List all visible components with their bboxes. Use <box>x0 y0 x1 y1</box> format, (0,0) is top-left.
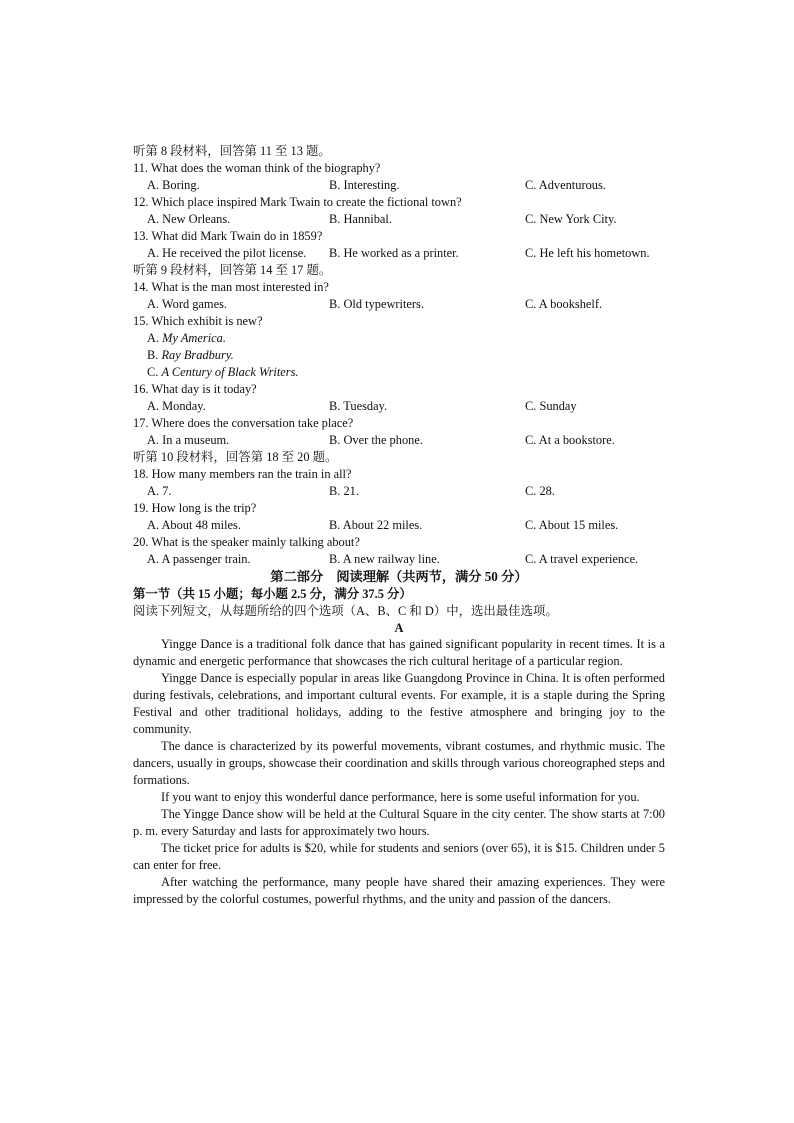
question-stem: 20. What is the speaker mainly talking about? <box>133 535 360 549</box>
option-title: My America. <box>162 331 226 345</box>
option: C. A travel experience. <box>525 552 639 566</box>
question-stem: 11. What does the woman think of the biography? <box>133 161 381 175</box>
passage-paragraph: After watching the performance, many people have shared their amazing experiences. They were impressed by the colorful costumes, powerful rhythms, and the unity and passion of the dancers. <box>133 875 665 906</box>
option: A. 7. <box>147 484 172 498</box>
option: C. About 15 miles. <box>525 518 619 532</box>
option: A. Word games. <box>147 297 227 311</box>
option <box>133 347 665 364</box>
listening-heading: 听第 8 段材料，回答第 11 至 13 题。 <box>133 144 331 158</box>
option: A. Monday. <box>147 399 206 413</box>
passage <box>133 636 665 908</box>
question-stem: 14. What is the man most interested in? <box>133 280 329 294</box>
exam-page <box>133 143 665 908</box>
option <box>133 364 665 381</box>
listening-section <box>133 143 665 568</box>
option: B. Tuesday. <box>329 399 388 413</box>
question-stem: 12. Which place inspired Mark Twain to create the fictional town? <box>133 195 462 209</box>
option: B. Old typewriters. <box>329 297 424 311</box>
option-label: A. <box>147 331 163 345</box>
option: C. A bookshelf. <box>525 297 603 311</box>
option: C. He left his hometown. <box>525 246 650 260</box>
option: B. A new railway line. <box>329 552 440 566</box>
option: B. 21. <box>329 484 359 498</box>
option: A. In a museum. <box>147 433 230 447</box>
option: A. About 48 miles. <box>147 518 241 532</box>
option: A. A passenger train. <box>147 552 251 566</box>
passage-paragraph: The dance is characterized by its powerful movements, vibrant costumes, and rhythmic music. The dancers, usually in groups, showcase their coordination and skills through various choreographed steps and formations. <box>133 739 665 787</box>
part-title: 第二部分 阅读理解（共两节，满分 50 分） <box>270 569 528 584</box>
passage-paragraph: Yingge Dance is especially popular in areas like Guangdong Province in China. It is often performed during festivals, celebrations, and important cultural events. For example, it is a staple during the Spring Festival and other traditional holidays, adding to the festive atmosphere and bringing joy to the community. <box>133 671 665 736</box>
options-row <box>133 177 665 194</box>
section-title: 第一节（共 15 小题；每小题 2.5 分，满分 37.5 分） <box>133 587 412 601</box>
question-stem: 17. Where does the conversation take place? <box>133 416 354 430</box>
listening-heading: 听第 10 段材料，回答第 18 至 20 题。 <box>133 450 338 464</box>
passage-paragraph: The ticket price for adults is $20, while for students and seniors (over 65), it is $15. Children under 5 can enter for free. <box>133 841 665 872</box>
options-row <box>133 245 665 262</box>
option: A. New Orleans. <box>147 212 231 226</box>
option: B. About 22 miles. <box>329 518 423 532</box>
options-row <box>133 551 665 568</box>
question-stem: 16. What day is it today? <box>133 382 257 396</box>
instruction: 阅读下列短文，从每题所给的四个选项（A、B、C 和 D）中，选出最佳选项。 <box>133 604 558 618</box>
options-row <box>133 211 665 228</box>
option: B. Interesting. <box>329 178 400 192</box>
listening-heading: 听第 9 段材料，回答第 14 至 17 题。 <box>133 263 332 277</box>
passage-label: A <box>394 621 404 635</box>
passage-paragraph: Yingge Dance is a traditional folk dance that has gained significant popularity in recent times. It is a dynamic and energetic performance that showcases the rich cultural heritage of a particular region. <box>133 637 665 668</box>
options-row <box>133 517 665 534</box>
option: C. New York City. <box>525 212 617 226</box>
option: B. Hannibal. <box>329 212 392 226</box>
option: C. At a bookstore. <box>525 433 615 447</box>
option: A. He received the pilot license. <box>147 246 307 260</box>
option: C. Sunday <box>525 399 577 413</box>
option-title: Ray Bradbury. <box>161 348 234 362</box>
options-row <box>133 432 665 449</box>
option: C. 28. <box>525 484 555 498</box>
option-label: C. <box>147 365 162 379</box>
option: B. He worked as a printer. <box>329 246 459 260</box>
options-row <box>133 398 665 415</box>
options-row <box>133 296 665 313</box>
passage-paragraph: The Yingge Dance show will be held at the Cultural Square in the city center. The show starts at 7:00 p. m. every Saturday and lasts for approximately two hours. <box>133 807 665 838</box>
option-title: A Century of Black Writers. <box>161 365 299 379</box>
question-stem: 13. What did Mark Twain do in 1859? <box>133 229 323 243</box>
question-stem: 15. Which exhibit is new? <box>133 314 263 328</box>
option-label: B. <box>147 348 162 362</box>
option: A. Boring. <box>147 178 200 192</box>
question-stem: 18. How many members ran the train in all? <box>133 467 352 481</box>
option: C. Adventurous. <box>525 178 606 192</box>
options-row <box>133 483 665 500</box>
question-stem: 19. How long is the trip? <box>133 501 257 515</box>
option: B. Over the phone. <box>329 433 423 447</box>
passage-paragraph: If you want to enjoy this wonderful dance performance, here is some useful information for you. <box>161 790 640 804</box>
option <box>133 330 665 347</box>
